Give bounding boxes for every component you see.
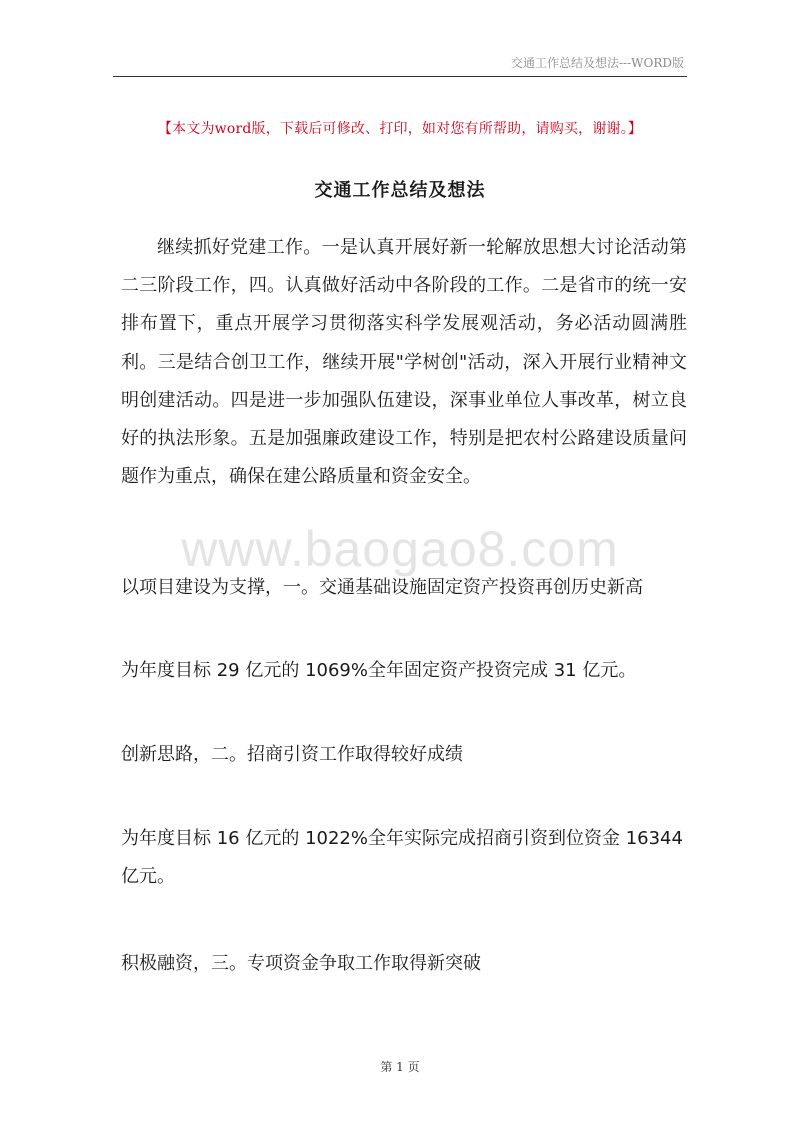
document-title: 交通工作总结及想法 <box>314 180 486 201</box>
header-divider <box>113 76 687 77</box>
watermark: www.baogao8.com <box>181 521 619 577</box>
body-line-attraction: 为年度目标 16 亿元的 1022%全年实际完成招商引资到位资金 16344 亿元。 <box>121 828 683 887</box>
intro-paragraph: 继续抓好党建工作。一是认真开展好新一轮解放思想大讨论活动第二三阶段工作，四。认真做好活动中各阶段的工作。二是省市的统一安排布置下，重点开展学习贯彻落实科学发展观活动，务必活动圆满胜利。三是结合创卫工作，继续开展"学树创"活动，深入开展行业精神文明创建活动。四是进一步加强队伍建设，深事业单位人事改革，树立良好的执法形象。五是加强廉政建设工作，特别是把农村公路建设质量问题作为重点，确保在建公路质量和资金安全。 <box>121 237 687 488</box>
running-header: 交通工作总结及想法---WORD版 <box>511 56 684 70</box>
purchase-notice: 【本文为word版，下载后可修改、打印，如对您有所帮助，请购买，谢谢。】 <box>157 121 643 137</box>
page-number: 第 1 页 <box>380 1060 420 1074</box>
body-line-innovation: 创新思路，二。招商引资工作取得较好成绩 <box>121 744 463 765</box>
body-line-investment: 为年度目标 29 亿元的 1069%全年固定资产投资完成 31 亿元。 <box>121 660 637 681</box>
body-line-financing: 积极融资，三。专项资金争取工作取得新突破 <box>121 953 481 974</box>
body-line-project: 以项目建设为支撑，一。交通基础设施固定资产投资再创历史新高 <box>121 577 643 598</box>
